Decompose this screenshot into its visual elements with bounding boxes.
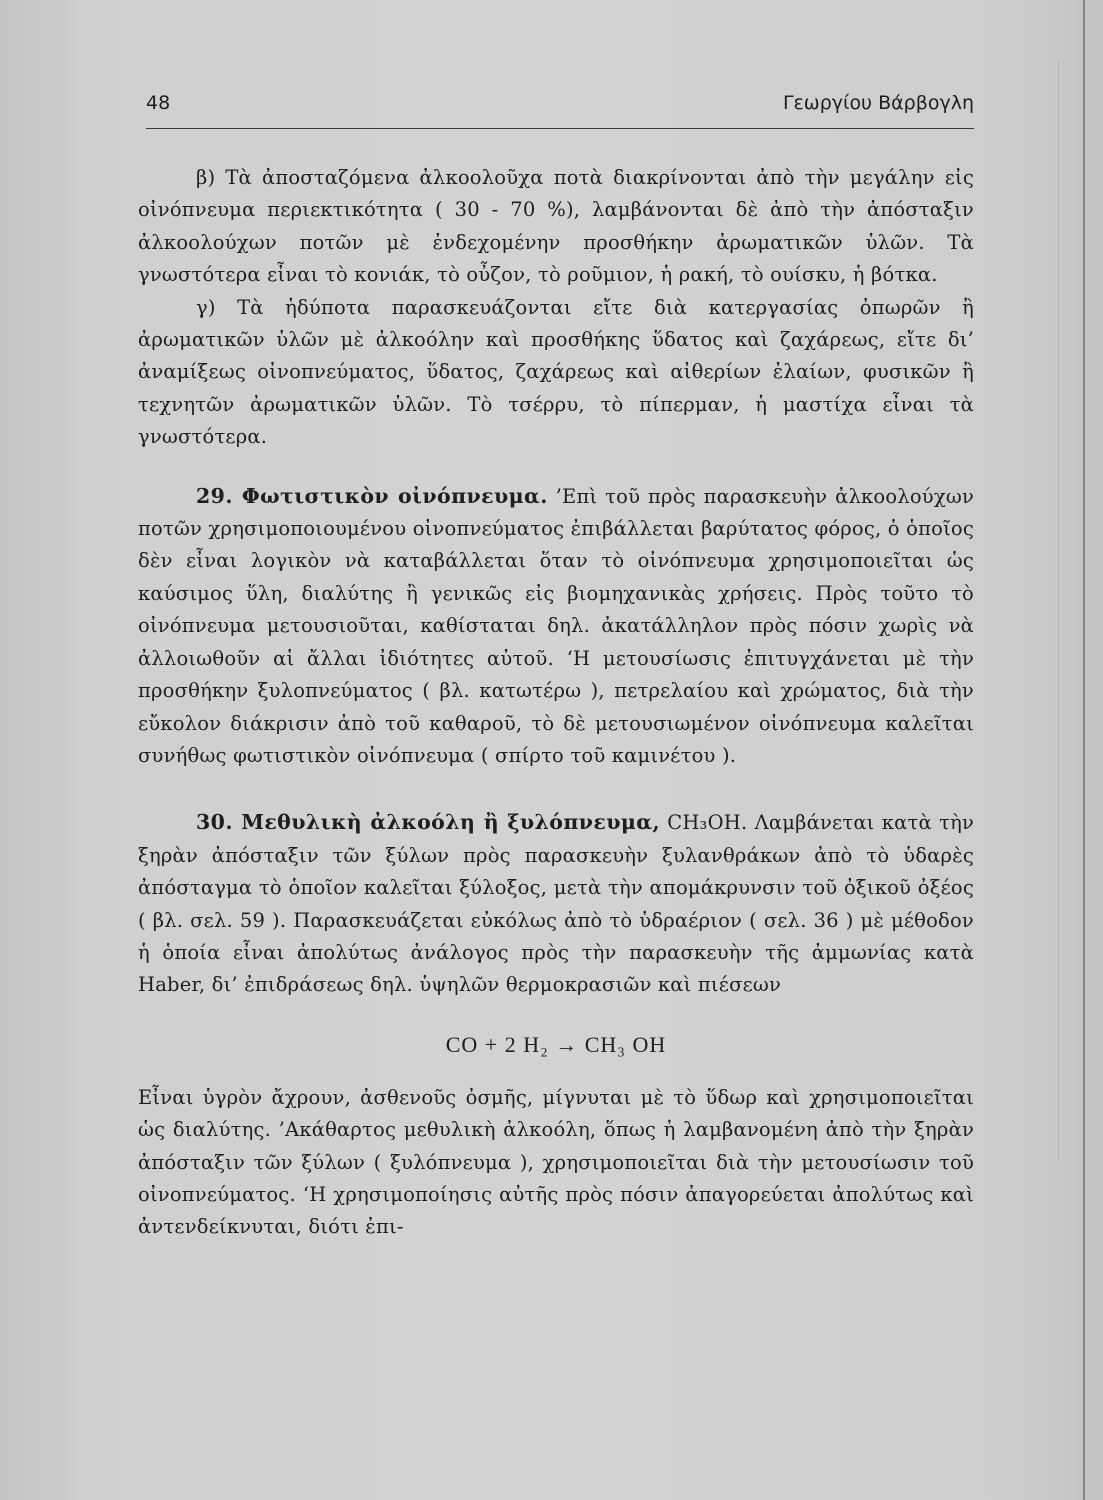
page-edge-shadow [1083,0,1085,1500]
section-30-heading: 30. Μεθυλικὴ ἀλκοόλη ἢ ξυλόπνευμα, [196,810,660,835]
section-29-heading: 29. Φωτιστικὸν οἰνόπνευμα. [196,483,548,508]
paragraph-gamma: γ) Τὰ ἡδύποτα παρασκευάζονται εἴτε διὰ κατεργασίας ὀπωρῶν ἢ ἀρωματικῶν ὑλῶν μὲ ἀλκοόλην καὶ προσθήκης ὕδατος καὶ ζαχάρεως, εἴτε δι’ ἀναμίξεως οἰνοπνεύματος, ὕδατος, ζαχάρεως καὶ αἰθερίων ἐλαίων, φυσικῶν ἢ τεχνητῶν ἀρωματικῶν ὑλῶν. Τὸ τσέρρυ, τὸ πίπερμαν, ἡ μαστίχα εἶναι τὰ γνωστότερα. [138,295,974,449]
body-text [138,162,974,1244]
paragraph-beta: β) Τὰ ἀποσταζόμενα ἀλκοολοῦχα ποτὰ διακρίνονται ἀπὸ τὴν μεγάλην εἰς οἰνόπνευμα περιεκτικότητα ( 30 - 70 %), λαμβάνονται δὲ ἀπὸ τὴν ἀπόσταξιν ἀλκοολούχων ποτῶν μὲ ἐνδεχομένην προσθήκην ἀρωματικῶν ὑλῶν. Τὰ γνωστότερα εἶναι τὸ κονιάκ, τὸ οὖζον, τὸ ροῦμιον, ἡ ρακή, τὸ ουίσκυ, ἡ βότκα. [138,166,974,287]
running-head: Γεωργίου Βάρβογλη [782,92,974,114]
section-30-formula-label: CH₃OH. [667,811,748,835]
page-header [146,92,974,129]
section-29-text: ’Επὶ τοῦ πρὸς παρασκευὴν ἀλκοολούχων ποτῶν χρησιμοποιουμένου οἰνοπνεύματος ἐπιβάλλεται βαρύτατος φόρος, ὁ ὁποῖος δὲν εἶναι λογικὸν νὰ καταβάλλεται ὅταν τὸ οἰνόπνευμα χρησιμοποιεῖται ὡς καύσιμος ὕλη, διαλύτης ἢ γενικῶς εἰς βιομηχανικὰς χρήσεις. Πρὸς τοῦτο τὸ οἰνόπνευμα μετουσιοῦται, καθίσταται δηλ. ἀκατάλληλον πρὸς πόσιν χωρὶς νὰ ἀλλοιωθοῦν αἱ ἄλλαι ἰδιότητες αὐτοῦ. ‘Η μετουσίωσις ἐπιτυγχάνεται μὲ τὴν προσθήκην ξυλοπνεύματος ( βλ. κατωτέρω ), πετρελαίου καὶ χρώματος, διὰ τὴν εὔκολον διάκρισιν ἀπὸ τοῦ καθαροῦ, τὸ δὲ μετουσιωμένον οἰνόπνευμα καλεῖται συνήθως φωτιστικὸν οἰνόπνευμα ( σπίρτο τοῦ καμινέτου ). [138,484,974,767]
chemical-reaction: CO + 2 H₂ → CH₃ OH [445,1031,667,1057]
section-29-paragraph [138,480,974,773]
section-30-paragraph [138,806,974,1001]
page-edge-shadow-inner [1058,60,1059,1160]
section-30 [138,806,974,1243]
section-30-text: Λαμβάνεται κατὰ τὴν ξηρὰν ἀπόσταξιν τῶν ξύλων πρὸς παρασκευὴν ξυλανθράκων ἀπὸ τὸ ὑδαρὲς ἀπόσταγμα τὸ ὁποῖον καλεῖται ξύλοξος, μετὰ τὴν απομάκρυνσιν τοῦ ὀξικοῦ ὀξέος ( βλ. σελ. 59 ). Παρασκευάζεται εὐκόλως ἀπὸ τὸ ὑδραέριον ( σελ. 36 ) μὲ μέθοδον ἡ ὁποία εἶναι ἀπολύτως ἀνάλογος πρὸς τὴν παρασκευὴν τῆς ἀμμωνίας κατὰ Haber, δι’ ἐπιδράσεως δηλ. ὑψηλῶν θερμοκρασιῶν καὶ πιέσεων [138,811,975,997]
page-number: 48 [146,92,171,114]
section-29 [138,480,974,773]
section-30-after-paragraph: Εἶναι ὑγρὸν ἄχρουν, ἀσθενοῦς ὀσμῆς, μίγνυται μὲ τὸ ὕδωρ καὶ χρησιμοποιεῖται ὡς διαλύτης. ’Ακάθαρτος μεθυλικὴ ἀλκοόλη, ὅπως ἡ λαμβανομένη ἀπὸ τὴν ξηρὰν ἀπόσταξιν τῶν ξύλων ( ξυλόπνευμα ), χρησιμοποιεῖται διὰ τὴν μετουσίωσιν τοῦ οἰνοπνεύματος. ‘Η χρησιμοποίησις αὐτῆς πρὸς πόσιν ἀπαγορεύεται ἀπολύτως καὶ ἀντενδείκνυται, διότι ἐπι- [138,1085,974,1239]
